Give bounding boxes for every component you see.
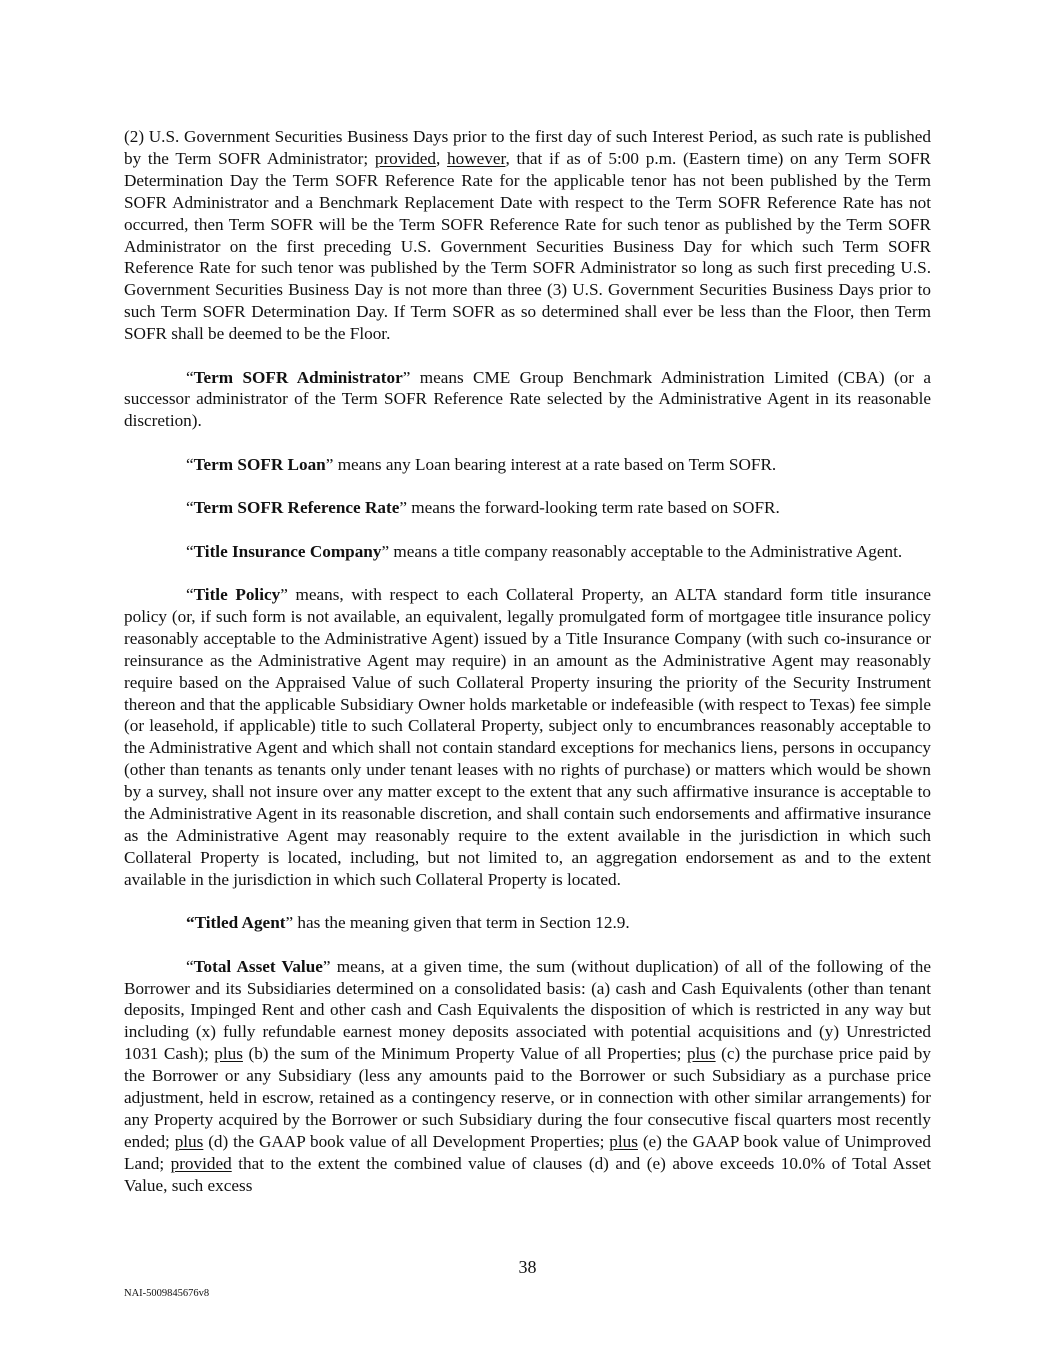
close-quote: ” bbox=[402, 367, 411, 387]
open-quote: “ bbox=[186, 498, 194, 518]
open-quote: “ bbox=[186, 956, 194, 976]
defined-term: Term SOFR Administrator bbox=[193, 367, 403, 387]
open-quote: “ bbox=[186, 454, 194, 474]
definition-titled-agent bbox=[124, 912, 931, 934]
text-run: , that if as of 5:00 p.m. (Eastern time) on any Term SOFR Determination Day the Term SOFR Reference Rate for the applicable tenor has not been published by the Term SOFR Administrator and a Benchmark Replacement Date with respect to the Term SOFR Reference Rate has not occurred, then Term SOFR will be the Term SOFR Reference Rate for such tenor as published by the Term SOFR Administrator on the first preceding U.S. Government Securities Business Day for which such Term SOFR Reference Rate for such tenor was published by the Term SOFR Administrator so long as such first preceding U.S. Government Securities Business Day is not more than three (3) U.S. Government Securities Business Days prior to such Term SOFR Determination Day. If Term SOFR as so determined shall ever be less than the Floor, then Term SOFR shall be deemed to be the Floor. bbox=[124, 148, 931, 344]
open-quote: “ bbox=[186, 541, 194, 561]
close-quote: ” bbox=[280, 585, 288, 604]
text-run: (b) the sum of the Minimum Property Value of all Properties; bbox=[242, 1044, 687, 1064]
definition-text: means CME Group Benchmark Administration Limited (CBA) (or a successor administrator of the Term SOFR Reference Rate selected by the Administrative Agent in its reasonable discretion). bbox=[124, 367, 932, 431]
text-run: , bbox=[435, 148, 448, 168]
definition-total-asset-value bbox=[124, 956, 931, 1197]
definition-term-sofr-reference-rate bbox=[124, 497, 931, 519]
definition-title-policy bbox=[124, 584, 931, 891]
defined-term: Title Insurance Company bbox=[193, 541, 382, 561]
text-run: (d) the GAAP book value of all Development Properties; bbox=[203, 1131, 610, 1151]
open-quote: “ bbox=[186, 585, 194, 604]
text-run: (2) U.S. Government Securities Business Days prior to the first day of such Interest Period, as such rate is published by the Term SOFR Administrator; bbox=[124, 127, 931, 168]
defined-term: Total Asset Value bbox=[193, 956, 323, 976]
definition-term-sofr-loan bbox=[124, 454, 931, 476]
definition-text: means, with respect to each Collateral Property, an ALTA standard form title insurance policy (or, if such form is not available, an equivalent, legally promulgated form of mortgagee title insurance policy reasonably acceptable to the Administrative Agent) issued by a Title Insurance Company (with such co-insurance or reinsurance as the Administrative Agent may require) in an amount as the Administrative Agent may reasonably require based on the Appraised Value of such Collateral Property insuring the priority of the Security Instrument thereon and that the applicable Subsidiary Owner holds marketable or indefeasible (with respect to Texas) fee simple (or leasehold, if applicable) title to such Collateral Property, subject only to encumbrances reasonably acceptable to the Administrative Agent and which shall not contain standard exceptions for mechanics liens, persons in occupancy (other than tenants as tenants only under tenant leases with no rights of purchase) or matters which would be shown by a survey, shall not insure over any matter except to the extent that any such affirmative insurance is acceptable to the Administrative Agent in its reasonable discretion, and shall contain such endorsements and affirmative insurance as the Administrative Agent may reasonably require to the extent available in the jurisdiction in which such Collateral Property is located, including, but not limited to, an aggregation endorsement as and to the extent available in the jurisdiction in which such Collateral Property is located. bbox=[124, 585, 931, 889]
underlined-however: however bbox=[447, 148, 506, 168]
text-run: that to the extent the combined value of clauses (d) and (e) above exceeds 10.0% of Total Asset Value, such excess bbox=[124, 1153, 931, 1195]
text-run: means, at a given time, the sum (without duplication) of all of the following of the Borrower and its Subsidiaries determined on a consolidated basis: (a) cash and Cash Equivalents (other than tenant deposits, Impinged Rent and other cash and Cash Equivalents the disposition of which is restricted in any way but including (x) fully refundable earnest money deposits associated with potential acquisitions and (y) Unrestricted 1031 Cash); bbox=[124, 956, 931, 1064]
defined-term: Title Policy bbox=[193, 585, 281, 604]
defined-term: Term SOFR Loan bbox=[193, 454, 326, 474]
close-quote: ” bbox=[325, 454, 334, 474]
defined-term: “Titled Agent bbox=[186, 913, 286, 933]
close-quote: ” bbox=[322, 956, 331, 976]
close-quote: ” bbox=[285, 913, 294, 933]
definition-text: means a title company reasonably acceptable to the Administrative Agent. bbox=[389, 541, 903, 561]
body-text bbox=[124, 126, 931, 1197]
text-run: (e) the GAAP book value of Unimproved Land; bbox=[124, 1131, 931, 1173]
document-id: NAI-5009845676v8 bbox=[124, 1288, 210, 1299]
definition-title-insurance-company bbox=[124, 541, 931, 563]
underlined-plus: plus bbox=[174, 1131, 204, 1151]
definition-text: means any Loan bearing interest at a rate based on Term SOFR. bbox=[333, 454, 777, 474]
text-run: (c) the purchase price paid by the Borrower or any Subsidiary (less any amounts paid to the Borrower or such Subsidiary as a purchase price adjustment, held in escrow, retained as a contingency reserve, or in connection with other similar arrangements) for any Property acquired by the Borrower or such Subsidiary during the four consecutive fiscal quarters most recently ended; bbox=[124, 1044, 931, 1151]
close-quote: ” bbox=[381, 541, 390, 561]
paragraph-term-sofr-continued bbox=[124, 126, 931, 345]
underlined-plus: plus bbox=[609, 1131, 638, 1151]
close-quote: ” bbox=[399, 498, 407, 518]
underlined-plus: plus bbox=[686, 1044, 716, 1064]
page-number: 38 bbox=[518, 1257, 537, 1277]
definition-text: means the forward-looking term rate based on SOFR. bbox=[406, 498, 780, 518]
underlined-provided: provided bbox=[170, 1153, 232, 1173]
underlined-provided: provided bbox=[374, 148, 436, 168]
definition-text: has the meaning given that term in Section 12.9. bbox=[293, 913, 630, 933]
underlined-plus: plus bbox=[214, 1044, 243, 1064]
defined-term: Term SOFR Reference Rate bbox=[193, 498, 400, 518]
open-quote: “ bbox=[186, 367, 194, 387]
definition-term-sofr-administrator bbox=[124, 367, 931, 433]
